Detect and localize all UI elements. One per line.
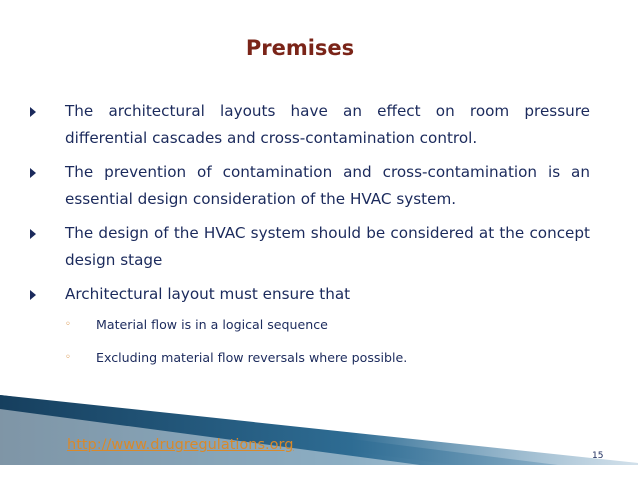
- bullet-text: Architectural layout must ensure that: [65, 285, 351, 303]
- bullet-text: The design of the HVAC system should be considered at the concept design stage: [65, 224, 590, 269]
- bullet-list: [30, 98, 590, 381]
- sub-bullet-text: Material flow is in a logical sequence: [96, 317, 328, 332]
- sub-bullet-circle-icon: ◦: [65, 319, 71, 330]
- bullet-item-room-pressure: [30, 98, 590, 152]
- bullet-text: The architectural layouts have an effect on room pressure differential cascades and cross-contamination control.: [65, 102, 590, 147]
- bullet-arrow-icon: [30, 168, 36, 178]
- bullet-arrow-icon: [30, 229, 36, 239]
- bullet-item-architectural-layout: [30, 281, 590, 308]
- page-number: 15: [592, 451, 604, 461]
- footer-website-link[interactable]: http://www.drugregulations.org: [67, 437, 294, 453]
- bullet-item-contamination: [30, 159, 590, 213]
- bullet-text: The prevention of contamination and cross-contamination is an essential design consideration of the HVAC system.: [65, 163, 590, 208]
- sub-bullet-circle-icon: ◦: [65, 352, 71, 363]
- bullet-item-hvac-design: [30, 220, 590, 274]
- bullet-arrow-icon: [30, 107, 36, 117]
- sub-bullet-item-material-flow: [65, 315, 590, 335]
- sub-bullet-item-flow-reversals: [65, 348, 590, 368]
- slide-title: Premises: [245, 36, 355, 60]
- bullet-arrow-icon: [30, 290, 36, 300]
- sub-bullet-text: Excluding material flow reversals where possible.: [96, 350, 408, 365]
